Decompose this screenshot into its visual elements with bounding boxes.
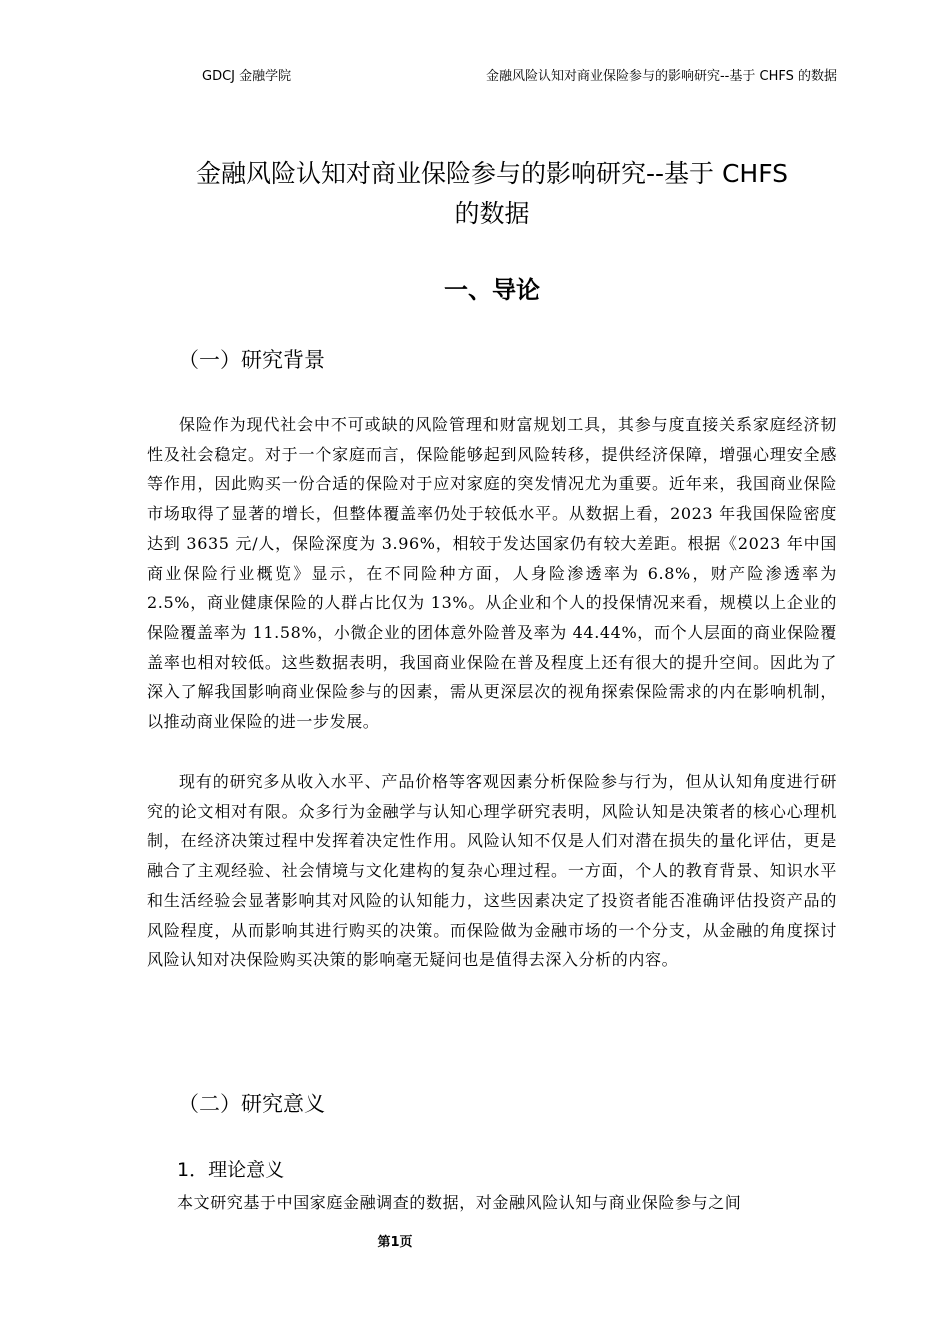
body-paragraph-2: 现有的研究多从收入水平、产品价格等客观因素分析保险参与行为，但从认知角度进行研究的论文相对有限。众多行为金融学与认知心理学研究表明，风险认知是决策者的核心心理机制，在经济决策过程中发挥着决定性作用。风险认知不仅是人们对潜在损失的量化评估，更是融合了主观经验、社会情境与文化建构的复杂心理过程。一方面，个人的教育背景、知识水平和生活经验会显著影响其对风险的认知能力，这些因素决定了投资者能否准确评估投资产品的风险程度，从而影响其进行购买的决策。而保险做为金融市场的一个分支，从金融的角度探讨风险认知对决保险购买决策的影响毫无疑问也是值得去深入分析的内容。 [147, 772, 837, 970]
title-line-2: 的数据 [454, 199, 530, 228]
subsection-heading-theory: 1．理论意义 [177, 1159, 285, 1181]
header-school: GDCJ 金融学院 [202, 69, 292, 84]
title-line-1: 金融风险认知对商业保险参与的影响研究--基于 CHFS [195, 159, 789, 188]
chapter-heading: 一、导论 [444, 276, 540, 304]
page-header [147, 66, 837, 88]
page-number: 第1页 [377, 1235, 413, 1250]
body-paragraph-3: 本文研究基于中国家庭金融调查的数据，对金融风险认知与商业保险参与之间 [177, 1193, 742, 1212]
paper-title [140, 154, 844, 234]
body-paragraph-1: 保险作为现代社会中不可或缺的风险管理和财富规划工具，其参与度直接关系家庭经济韧性及社会稳定。对于一个家庭而言，保险能够起到风险转移，提供经济保障，增强心理安全感等作用，因此购买一份合适的保险对于应对家庭的突发情况尤为重要。近年来，我国商业保险市场取得了显著的增长，但整体覆盖率仍处于较低水平。从数据上看，2023 年我国保险密度达到 3635 元/人，保险深度为 3.96%，相较于发达国家仍有较大差距。根据《2023 年中国商业保险行业概览》显示，在不同险种方面，人身险渗透率为 6.8%，财产险渗透率为 2.5%，商业健康保险的人群占比仅为 13%。从企业和个人的投保情况来看，规模以上企业的保险覆盖率为 11.58%，小微企业的团体意外险普及率为 44.44%，而个人层面的商业保险覆盖率也相对较低。这些数据表明，我国商业保险在普及程度上还有很大的提升空间。因此为了深入了解我国影响商业保险参与的因素，需从更深层次的视角探索保险需求的内在影响机制，以推动商业保险的进一步发展。 [147, 415, 837, 732]
section-heading-background: （一）研究背景 [178, 348, 325, 372]
section-heading-significance: （二）研究意义 [178, 1092, 325, 1116]
header-running-title: 金融风险认知对商业保险参与的影响研究--基于 CHFS 的数据 [485, 69, 837, 84]
